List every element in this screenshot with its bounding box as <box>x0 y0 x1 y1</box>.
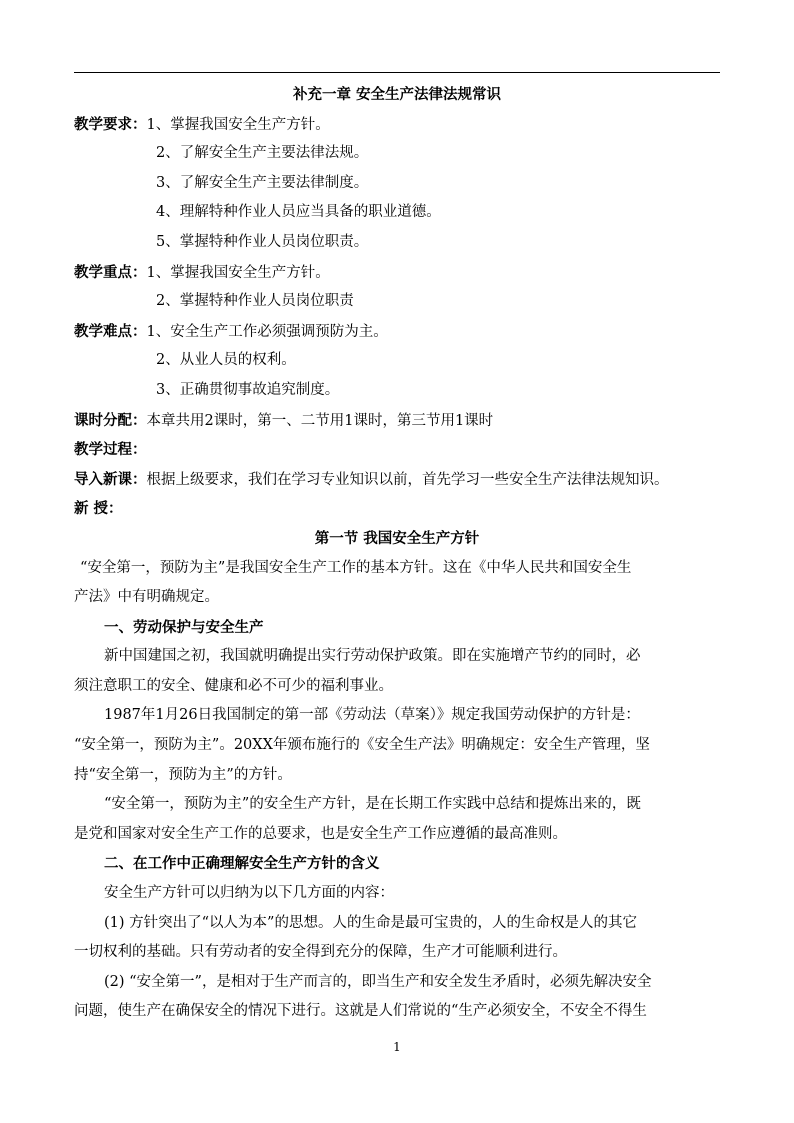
diff-label: 教学难点： <box>74 322 147 340</box>
intro-text: 根据上级要求，我们在学习专业知识以前，首先学习一些安全生产法律法规知识。 <box>146 471 669 488</box>
para-6-line-1: (1) 方针突出了“以人为本”的思想。人的生命是最可宝贵的，人的生命权是人的其它 <box>104 914 637 931</box>
req-item: 5、掌握特种作业人员岗位职责。 <box>156 233 369 250</box>
para-7-line-1: (2) “安全第一”，是相对于生产而言的，即当生产和安全发生矛盾时，必须先解决安全 <box>104 973 652 990</box>
para-4-line-2: 是党和国家对安全生产工作的总要求，也是安全生产工作应遵循的最高准则。 <box>74 825 567 842</box>
para-4-line-1: “安全第一，预防为主”的安全生产方针，是在长期工作实践中总结和提炼出来的，既 <box>104 796 641 813</box>
heading-2: 二、在工作中正确理解安全生产方针的含义 <box>104 855 380 873</box>
para-3-line-2: “安全第一，预防为主”。20XX年颁布施行的《安全生产法》明确规定：安全生产管理，坚 <box>74 737 650 754</box>
key-line-2 <box>74 287 720 317</box>
page-number: 1 <box>393 1040 401 1054</box>
para-3-line-3: 持“安全第一，预防为主”的方针。 <box>74 766 292 783</box>
para-6-line-2: 一切权利的基础。只有劳动者的安全得到充分的保障，生产才可能顺利进行。 <box>74 944 567 961</box>
diff-item: 2、从业人员的权利。 <box>156 352 296 369</box>
diff-item: 3、正确贯彻事故追究制度。 <box>156 381 340 398</box>
hours-line <box>74 406 720 436</box>
para-1-line-1: “安全第一，预防为主”是我国安全生产工作的基本方针。这在《中华人民共和国安全生 <box>80 559 632 576</box>
req-item: 1、掌握我国安全生产方针。 <box>146 116 330 133</box>
key-label: 教学重点： <box>74 263 147 281</box>
key-item: 2、掌握特种作业人员岗位职责 <box>156 293 354 310</box>
req-line-4 <box>74 198 720 228</box>
hours-text: 本章共用2课时，第一、二节用1课时，第三节用1课时 <box>146 412 494 429</box>
intro-label: 导入新课： <box>74 470 147 488</box>
diff-line-1 <box>74 317 720 347</box>
para-1-line-2: 产法》中有明确规定。 <box>74 589 219 606</box>
diff-item: 1、安全生产工作必须强调预防为主。 <box>146 323 388 340</box>
req-line-3 <box>74 169 720 199</box>
key-line-1 <box>74 258 720 288</box>
req-label: 教学要求： <box>74 115 147 133</box>
document-body <box>74 80 720 1027</box>
req-line-1 <box>74 110 720 140</box>
diff-line-3 <box>74 376 720 406</box>
section-title: 第一节 我国安全生产方针 <box>314 529 480 547</box>
chapter-title: 补充一章 安全生产法律法规常识 <box>292 86 502 103</box>
req-line-2 <box>74 139 720 169</box>
header-rule <box>74 72 720 73</box>
req-line-5 <box>74 228 720 258</box>
para-3-line-1: 1987年1月26日我国制定的第一部《劳动法（草案）》规定我国劳动保护的方针是： <box>104 707 640 724</box>
para-7-line-2: 问题，使生产在确保安全的情况下进行。这就是人们常说的“生产必须安全，不安全不得生 <box>74 1003 647 1020</box>
diff-line-2 <box>74 346 720 376</box>
para-5: 安全生产方针可以归纳为以下几方面的内容： <box>104 885 394 902</box>
process-label: 教学过程： <box>74 441 147 459</box>
req-item: 2、了解安全生产主要法律法规。 <box>156 145 369 162</box>
para-2-line-1: 新中国建国之初，我国就明确提出实行劳动保护政策。即在实施增产节约的同时，必 <box>104 648 641 665</box>
req-item: 4、理解特种作业人员应当具备的职业道德。 <box>156 204 441 221</box>
new-label: 新 授： <box>74 500 123 518</box>
heading-1: 一、劳动保护与安全生产 <box>104 618 264 636</box>
para-2-line-2: 须注意职工的安全、健康和必不可少的福利事业。 <box>74 677 393 694</box>
intro-line <box>74 465 720 495</box>
req-item: 3、了解安全生产主要法律制度。 <box>156 174 369 191</box>
key-item: 1、掌握我国安全生产方针。 <box>146 264 330 281</box>
hours-label: 课时分配： <box>74 411 147 429</box>
